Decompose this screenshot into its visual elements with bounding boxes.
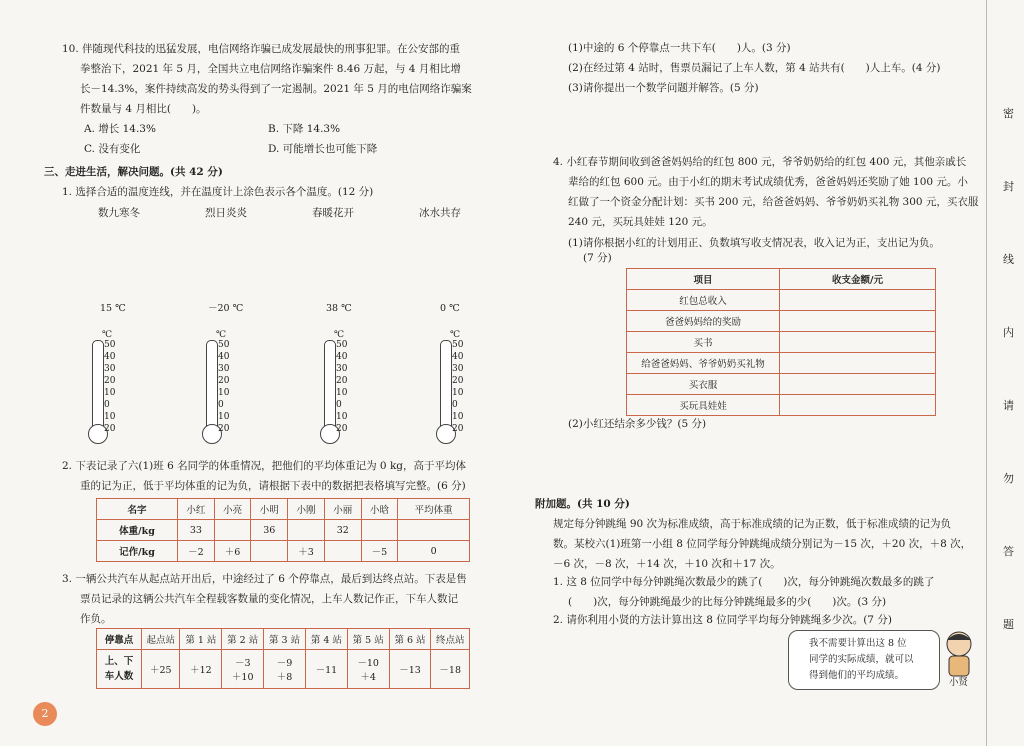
tick: 40 xyxy=(452,352,464,362)
tick: 20 xyxy=(104,376,116,386)
tick: 40 xyxy=(218,352,230,362)
side-char: 请 xyxy=(1003,399,1014,412)
cell-top: －10 xyxy=(357,658,379,669)
table-cell: 买玩具娃娃 xyxy=(627,395,780,416)
speech-bubble xyxy=(788,630,940,690)
table-cell: 红包总收入 xyxy=(627,290,780,311)
temp-label-3: 38 ℃ xyxy=(326,303,352,314)
table-cell: 小红 xyxy=(178,499,215,520)
thermometer-tube[interactable] xyxy=(324,340,336,431)
answer-cell[interactable] xyxy=(780,332,936,353)
answer-cell[interactable] xyxy=(251,541,288,562)
phrase-1: 数九寒冬 xyxy=(98,207,140,219)
answer-cell[interactable] xyxy=(288,520,325,541)
q2-line1: 2. 下表记录了六(1)班 6 名同学的体重情况，把他们的平均体重记为 0 kg，高于平均体 xyxy=(62,460,467,472)
table-row xyxy=(627,395,936,416)
answer-cell[interactable] xyxy=(214,520,251,541)
tick: 50 xyxy=(218,340,230,350)
table-cell: 记作/kg xyxy=(97,541,178,562)
table-cell xyxy=(264,650,306,689)
tick: 10 xyxy=(218,388,230,398)
q3-sub1: (1)中途的 6 个停靠点一共下车( )人。(3 分) xyxy=(568,42,791,54)
cell-bottom: ＋25 xyxy=(149,665,172,676)
tick: 50 xyxy=(104,340,116,350)
q3-sub2: (2)在经过第 4 站时，售票员漏记了上车人数，第 4 站共有( )人上车。(4 分) xyxy=(568,62,941,74)
table-cell: 0 xyxy=(398,541,470,562)
table-row xyxy=(97,499,470,520)
table-cell: 第 6 站 xyxy=(389,629,431,650)
thermometer-4[interactable] xyxy=(434,318,524,448)
answer-cell[interactable] xyxy=(780,395,936,416)
tick: 20 xyxy=(452,376,464,386)
tick: 50 xyxy=(452,340,464,350)
bonus-q2: 2. 请你利用小贤的方法计算出这 8 位同学平均每分钟跳绳多少次。(7 分) xyxy=(553,614,892,626)
q4-line3: 红做了一个资金分配计划：买书 200 元，给爸爸妈妈、爷爷奶奶买礼物 300 元，买衣服 xyxy=(568,196,979,208)
tick: 30 xyxy=(452,364,464,374)
table-row xyxy=(627,332,936,353)
table-cell xyxy=(142,650,180,689)
table-cell xyxy=(347,650,389,689)
cell-bottom: ＋4 xyxy=(360,672,376,683)
table-cell: 名字 xyxy=(97,499,178,520)
tick: 10 xyxy=(218,412,230,422)
thermometer-3[interactable] xyxy=(318,318,408,448)
tick: 0 xyxy=(336,400,342,410)
unit-label: ℃ xyxy=(216,330,227,340)
cell-bottom: －11 xyxy=(315,665,338,676)
tick: 10 xyxy=(336,412,348,422)
q10-option-b: B. 下降 14.3% xyxy=(268,123,341,135)
row-label-2: 车人数 xyxy=(104,671,134,682)
bonus-title: 附加题。(共 10 分) xyxy=(535,498,630,510)
table-cell xyxy=(389,650,431,689)
tick: 0 xyxy=(452,400,458,410)
bubble-line1: 我不需要计算出这 8 位 xyxy=(809,638,907,649)
q10-line1: 10. 伴随现代科技的迅猛发展，电信网络诈骗已成发展最快的刑事犯罪。在公安部的重 xyxy=(62,43,461,55)
table-row xyxy=(627,353,936,374)
phrase-2: 烈日炎炎 xyxy=(205,207,247,219)
bonus-line1: 规定每分钟跳绳 90 次为标准成绩，高于标准成绩的记为正数，低于标准成绩的记为负 xyxy=(553,518,952,530)
table-cell: 项目 xyxy=(627,269,780,290)
side-char: 勿 xyxy=(1003,472,1014,485)
side-char: 内 xyxy=(1003,326,1014,339)
bubble-line2: 同学的实际成绩，就可以 xyxy=(809,654,914,665)
table-cell: 小丽 xyxy=(324,499,361,520)
table-cell: 第 4 站 xyxy=(305,629,347,650)
q10-line2: 拳整治下，2021 年 5 月，全国共立电信网络诈骗案件 8.46 万起，与 4 月相比增 xyxy=(80,63,461,75)
unit-label: ℃ xyxy=(334,330,345,340)
tick: 0 xyxy=(104,400,110,410)
table-cell xyxy=(222,650,264,689)
cell-bottom: －13 xyxy=(399,665,421,676)
table-cell: 第 5 站 xyxy=(347,629,389,650)
cell-bottom: －18 xyxy=(439,665,462,676)
q1-line: 1. 选择合适的温度连线，并在温度计上涂色表示各个温度。(12 分) xyxy=(62,186,374,198)
table-cell: 小刚 xyxy=(288,499,325,520)
side-char: 答 xyxy=(1003,545,1014,558)
side-char: 密 xyxy=(1003,107,1014,120)
phrase-4: 冰水共存 xyxy=(419,207,461,219)
table-cell: 33 xyxy=(178,520,215,541)
table-cell: 平均体重 xyxy=(398,499,470,520)
q10-option-d: D. 可能增长也可能下降 xyxy=(268,143,378,155)
tick: 10 xyxy=(452,412,464,422)
page-number: 2 xyxy=(33,702,57,726)
cell-top: －3 xyxy=(234,658,251,669)
character-name: 小贤 xyxy=(949,677,969,688)
table-cell: －5 xyxy=(361,541,398,562)
table-cell: 停靠点 xyxy=(97,629,142,650)
q3-line1: 3. 一辆公共汽车从起点站开出后，中途经过了 6 个停靠点，最后到达终点站。下表是售 xyxy=(62,573,467,585)
table-cell: 给爸爸妈妈、爷爷奶奶买礼物 xyxy=(627,353,780,374)
thermometer-1[interactable] xyxy=(86,318,176,448)
table-cell: －2 xyxy=(178,541,215,562)
tick: 40 xyxy=(336,352,348,362)
tick: 50 xyxy=(336,340,348,350)
weight-table xyxy=(96,498,470,562)
tick: 0 xyxy=(218,400,224,410)
q10-option-a: A. 增长 14.3% xyxy=(84,123,156,135)
table-row xyxy=(627,311,936,332)
table-row xyxy=(97,520,470,541)
tick: 20 xyxy=(452,424,464,434)
q10-option-c: C. 没有变化 xyxy=(84,143,141,155)
tick: 10 xyxy=(336,388,348,398)
table-row xyxy=(97,541,470,562)
q3-line3: 作负。 xyxy=(80,613,112,625)
cell-bottom: ＋10 xyxy=(231,672,254,683)
table-cell xyxy=(305,650,347,689)
table-cell: 收支金额/元 xyxy=(780,269,936,290)
tick: 20 xyxy=(336,424,348,434)
q10-line4: 件数量与 4 月相比( )。 xyxy=(80,103,207,115)
table-cell: 体重/kg xyxy=(97,520,178,541)
budget-table xyxy=(626,268,936,416)
table-cell: 第 2 站 xyxy=(222,629,264,650)
table-cell: 32 xyxy=(324,520,361,541)
q4-line1: 4. 小红春节期间收到爸爸妈妈给的红包 800 元，爷爷奶奶给的红包 400 元，其他亲戚长 xyxy=(553,156,967,168)
unit-label: ℃ xyxy=(450,330,461,340)
table-cell: 小明 xyxy=(251,499,288,520)
cell-bottom: ＋8 xyxy=(276,672,293,683)
side-char: 线 xyxy=(1003,253,1014,266)
table-cell xyxy=(97,650,142,689)
table-cell: 36 xyxy=(251,520,288,541)
table-cell: 终点站 xyxy=(431,629,470,650)
thermometer-tube[interactable] xyxy=(440,340,452,431)
thermometer-2[interactable] xyxy=(200,318,290,448)
tick: 10 xyxy=(104,412,116,422)
temp-label-2: －20 ℃ xyxy=(208,303,244,314)
thermometer-tube[interactable] xyxy=(92,340,104,431)
table-cell: 爸爸妈妈给的奖励 xyxy=(627,311,780,332)
q4-line2: 辈给的红包 600 元。由于小红的期末考试成绩优秀，爸爸妈妈还奖励了她 100 元。小 xyxy=(568,176,968,188)
answer-cell[interactable] xyxy=(398,520,470,541)
answer-cell[interactable] xyxy=(780,290,936,311)
answer-cell[interactable] xyxy=(780,374,936,395)
section-title: 三、走进生活，解决问题。(共 42 分) xyxy=(44,166,223,178)
bonus-q1a: 1. 这 8 位同学中每分钟跳绳次数最少的跳了( )次，每分钟跳绳次数最多的跳了 xyxy=(553,576,935,588)
table-cell: ＋6 xyxy=(214,541,251,562)
q3-sub3: (3)请你提出一个数学问题并解答。(5 分) xyxy=(568,82,759,94)
bus-table xyxy=(96,628,470,689)
bubble-line3: 得到他们的平均成绩。 xyxy=(809,670,905,681)
table-cell: 买衣服 xyxy=(627,374,780,395)
q2-line2: 重的记为正，低于平均体重的记为负，请根据下表中的数据把表格填写完整。(6 分) xyxy=(80,480,466,492)
table-row xyxy=(627,269,936,290)
tick: 30 xyxy=(104,364,116,374)
table-cell xyxy=(431,650,470,689)
q3-line2: 票员记录的这辆公共汽车全程载客数量的变化情况，上车人数记作正，下车人数记 xyxy=(80,593,458,605)
cell-bottom: ＋12 xyxy=(190,665,212,676)
phrase-3: 春暖花开 xyxy=(312,207,354,219)
answer-cell[interactable] xyxy=(780,311,936,332)
answer-cell[interactable] xyxy=(324,541,361,562)
tick: 10 xyxy=(452,388,464,398)
side-char: 封 xyxy=(1003,180,1014,193)
q4-sub1a: (1)请你根据小红的计划用正、负数填写收支情况表，收入记为正，支出记为负。 xyxy=(568,237,940,249)
table-cell: 第 3 站 xyxy=(264,629,306,650)
bonus-line2: 数。某校六(1)班第一小组 8 位同学每分钟跳绳成绩分别记为－15 次，＋20 次，＋8 次， xyxy=(553,538,972,550)
unit-label: ℃ xyxy=(102,330,113,340)
table-cell: 小晗 xyxy=(361,499,398,520)
tick: 20 xyxy=(218,376,230,386)
table-row xyxy=(627,290,936,311)
bonus-q1b: ( )次，每分钟跳绳最少的比每分钟跳绳最多的少( )次。(3 分) xyxy=(568,596,887,608)
table-row xyxy=(627,374,936,395)
table-cell: 小亮 xyxy=(214,499,251,520)
answer-cell[interactable] xyxy=(780,353,936,374)
q4-sub2: (2)小红还结余多少钱？(5 分) xyxy=(568,418,707,430)
tick: 40 xyxy=(104,352,116,362)
tick: 10 xyxy=(104,388,116,398)
table-row xyxy=(97,650,470,689)
row-label-1: 上、下 xyxy=(104,656,134,667)
tick: 20 xyxy=(336,376,348,386)
temp-label-4: 0 ℃ xyxy=(440,303,460,314)
temp-label-1: 15 ℃ xyxy=(100,303,126,314)
q4-line4: 240 元，买玩具娃娃 120 元。 xyxy=(568,216,713,228)
tick: 20 xyxy=(104,424,116,434)
table-cell xyxy=(180,650,222,689)
table-cell: 买书 xyxy=(627,332,780,353)
bonus-line3: －6 次，－8 次，＋14 次，＋10 次和＋17 次。 xyxy=(553,558,781,570)
side-char: 题 xyxy=(1003,618,1014,631)
cell-top: －9 xyxy=(276,658,293,669)
tick: 30 xyxy=(218,364,230,374)
table-cell: 第 1 站 xyxy=(180,629,222,650)
tick: 20 xyxy=(218,424,230,434)
q10-line3: 长－14.3%，案件持续高发的势头得到了一定遏制。2021 年 5 月的电信网络诈骗案 xyxy=(80,83,472,95)
table-cell: ＋3 xyxy=(288,541,325,562)
thermometer-tube[interactable] xyxy=(206,340,218,431)
q4-sub1b: (7 分) xyxy=(583,252,612,264)
tick: 30 xyxy=(336,364,348,374)
table-cell: 起点站 xyxy=(142,629,180,650)
student-illustration xyxy=(940,628,978,678)
table-row xyxy=(97,629,470,650)
answer-cell[interactable] xyxy=(361,520,398,541)
